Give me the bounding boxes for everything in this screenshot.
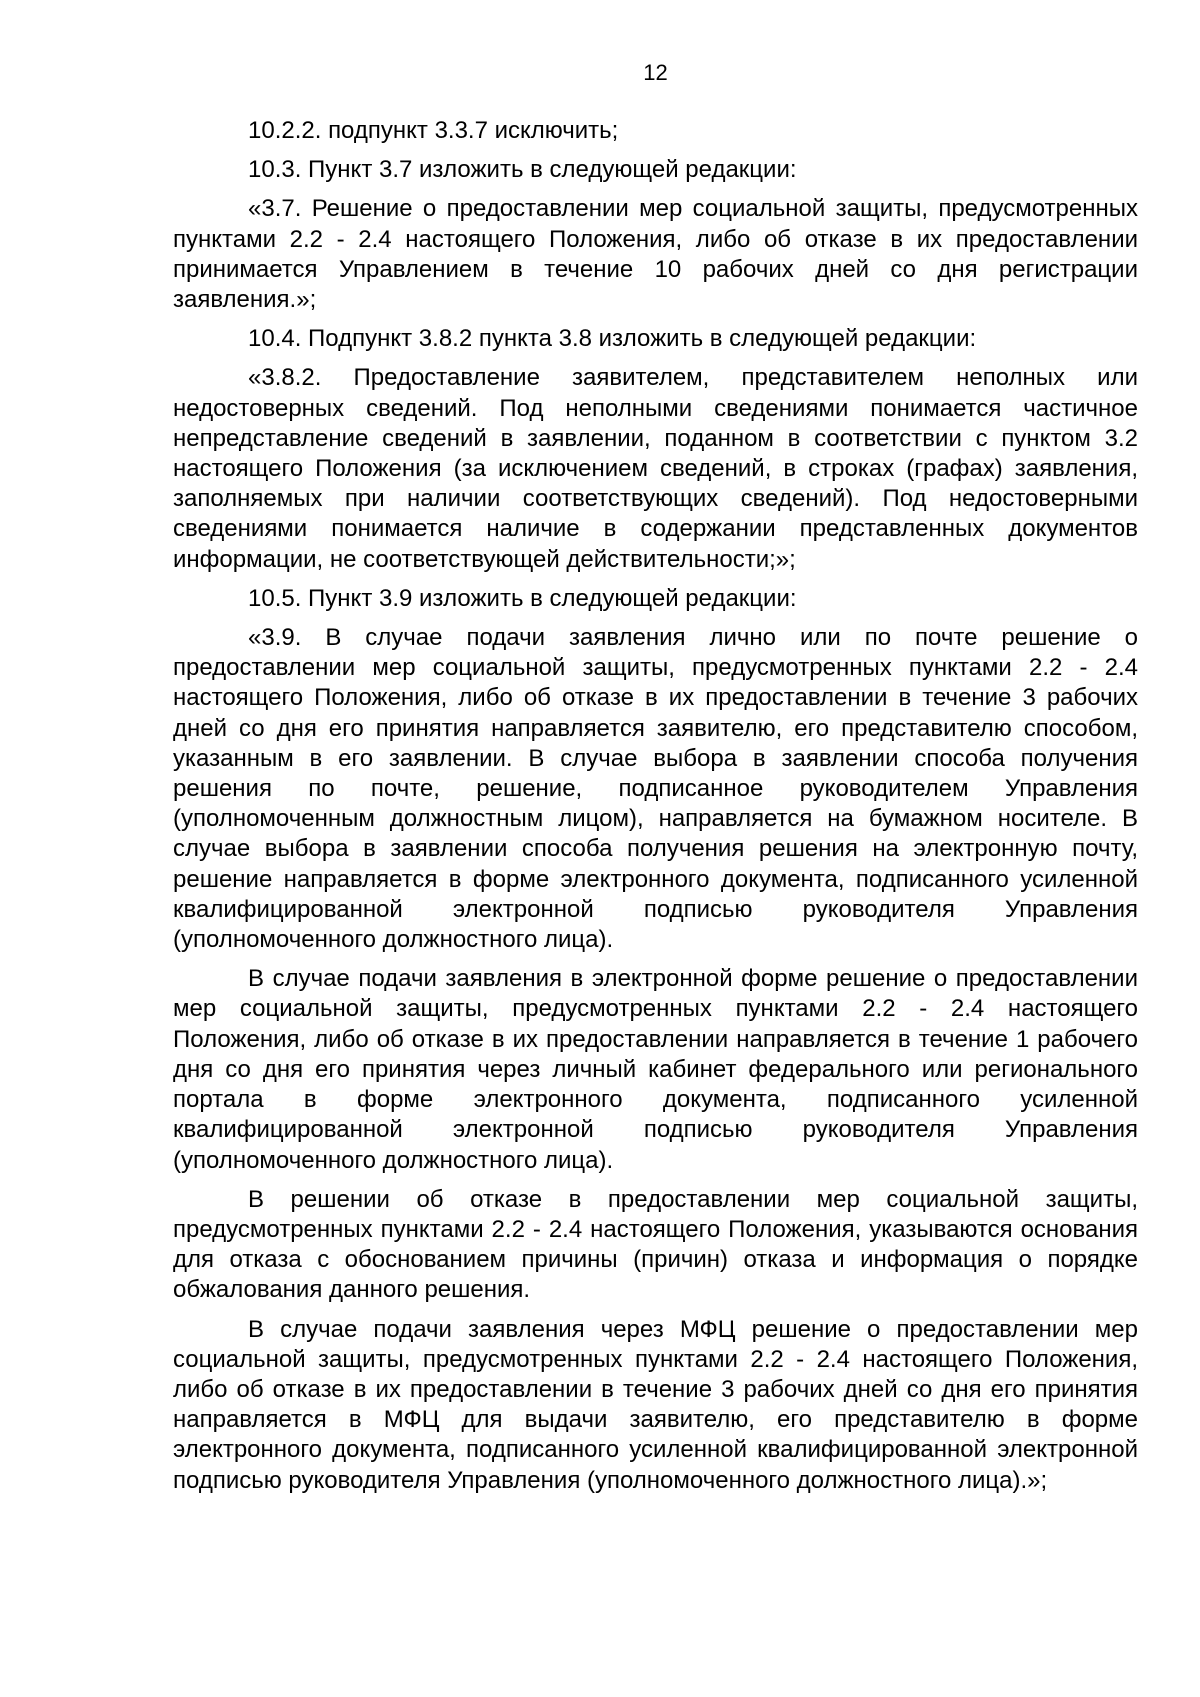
paragraph-3-9-text: «3.9. В случае подачи заявления лично или по почте решение о предоставлении мер социальной защиты, предусмотренных пунктами 2.2 - 2.4 настоящего Положения, либо об отказе в их предоставлении в течение 3 рабочих дней со дня его принятия направляется заявителю, его представителю способом, указанным в его заявлении. В случае выбора в заявлении способа получения решения по почте, решение, подписанное руководителем Управления (уполномоченным должностным лицом), направляется на бумажном носителе. В случае выбора в заявлении способа получения решения на электронную почту, решение направляется в форме электронного документа, подписанного усиленной квалифицированной электронной подписью руководителя Управления (уполномоченного должностного лица). [173, 624, 1138, 954]
paragraph-electronic-form: В случае подачи заявления в электронной форме решение о предоставлении мер социальной защиты, предусмотренных пунктами 2.2 - 2.4 настоящего Положения, либо об отказе в их предоставлении направляется в течение 1 рабочего дня со дня его принятия через личный кабинет федерального или регионального портала в форме электронного документа, подписанного усиленной квалифицированной электронной подписью руководителя Управления (уполномоченного должностного лица). [173, 965, 1138, 1174]
paragraph-10-2-2: 10.2.2. подпункт 3.3.7 исключить; [248, 117, 619, 144]
paragraph-3-7-text: «3.7. Решение о предоставлении мер социальной защиты, предусмотренных пунктами 2.2 - 2.4 настоящего Положения, либо об отказе в их предоставлении принимается Управлением в течение 10 рабочих дней со дня регистрации заявления.»; [173, 195, 1138, 314]
document-body [173, 116, 1138, 1505]
paragraph-10-4: 10.4. Подпункт 3.8.2 пункта 3.8 изложить в следующей редакции: [248, 325, 977, 353]
paragraph-refusal-decision: В решении об отказе в предоставлении мер социальной защиты, предусмотренных пунктами 2.2 - 2.4 настоящего Положения, указываются основания для отказа с обоснованием причины (причин) отказа и информация о порядке обжалования данного решения. [173, 1185, 1138, 1304]
paragraph-3-8-2-text: «3.8.2. Предоставление заявителем, представителем неполных или недостоверных сведений. Под неполными сведениями понимается частичное непредставление сведений в заявлении, поданном в соответствии с пунктом 3.2 настоящего Положения (за исключением сведений, в строках (графах) заявления, заполняемых при наличии соответствующих сведений). Под недостоверными сведениями понимается наличие в содержании представленных документов информации, не соответствующей действительности;»; [173, 364, 1138, 573]
page-number: 12 [643, 60, 668, 85]
paragraph-10-5: 10.5. Пункт 3.9 изложить в следующей редакции: [248, 584, 797, 612]
paragraph-10-3: 10.3. Пункт 3.7 изложить в следующей редакции: [248, 156, 797, 184]
paragraph-mfc: В случае подачи заявления через МФЦ решение о предоставлении мер социальной защиты, предусмотренных пунктами 2.2 - 2.4 настоящего Положения, либо об отказе в их предоставлении в течение 3 рабочих дней со дня его принятия направляется в МФЦ для выдачи заявителю, его представителю в форме электронного документа, подписанного усиленной квалифицированной электронной подписью руководителя Управления (уполномоченного должностного лица).»; [173, 1315, 1138, 1494]
